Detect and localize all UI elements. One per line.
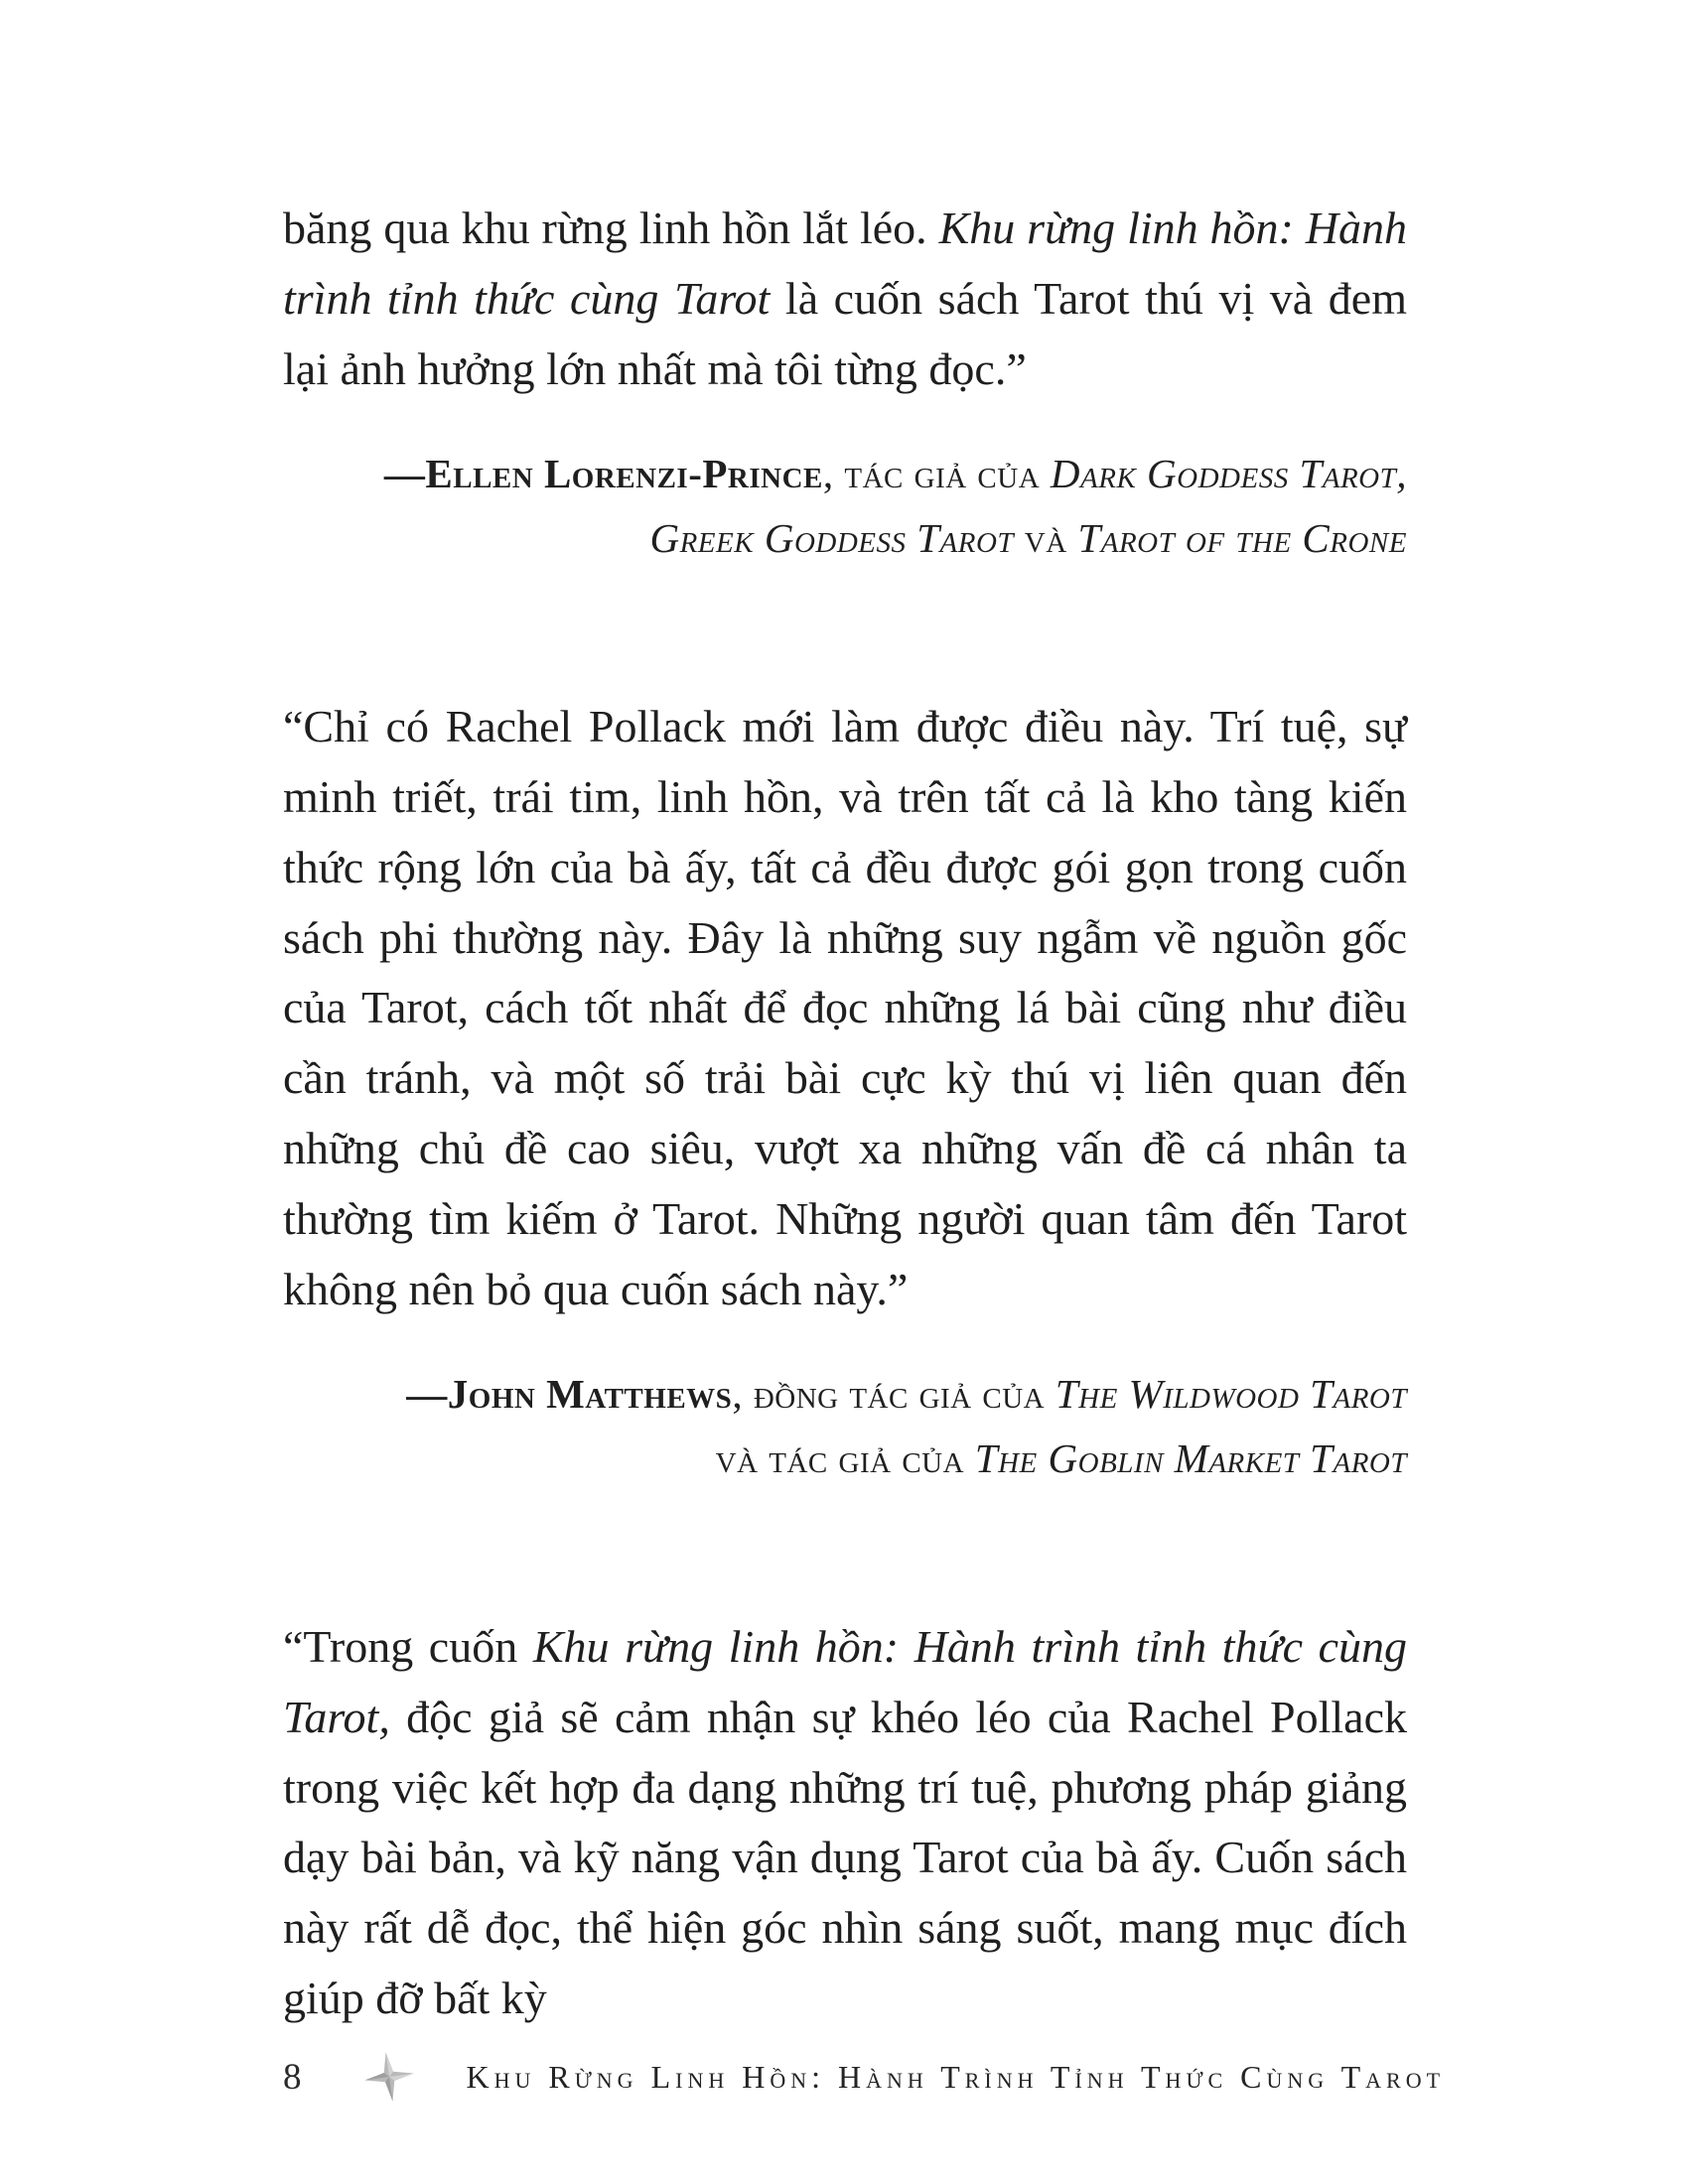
author-name: —John Matthews bbox=[406, 1371, 733, 1418]
quote-1-text: băng qua khu rừng linh hồn lắt léo. bbox=[283, 203, 939, 253]
quote-1-book-title: Khu rừng linh hồn: Hành trình tỉnh thức cùng Tarot bbox=[283, 203, 1407, 324]
running-title: Khu Rừng Linh Hồn: Hành Trình Tỉnh Thức Cùng Tarot bbox=[466, 2058, 1446, 2095]
work-title: The Wildwood Tarot bbox=[1055, 1371, 1407, 1418]
attribution-connector: và tác giả của bbox=[715, 1435, 975, 1482]
work-title: The Goblin Market Tarot bbox=[974, 1435, 1407, 1482]
attribution-line bbox=[283, 1427, 1407, 1491]
attribution-line bbox=[283, 442, 1407, 506]
quote-paragraph-1 bbox=[283, 194, 1407, 404]
quote-3-text: “Trong cuốn bbox=[283, 1621, 533, 1672]
attribution-ellen-lorenzi-prince bbox=[283, 442, 1407, 571]
page-number: 8 bbox=[283, 2056, 302, 2098]
star-icon bbox=[359, 2048, 418, 2107]
quote-3-book-title: Khu rừng linh hồn: Hành trình tỉnh thức cùng Tarot, bbox=[283, 1621, 1407, 1742]
author-name: —Ellen Lorenzi-Prince bbox=[383, 451, 823, 497]
page-footer bbox=[283, 2051, 1446, 2103]
quote-1-text-end: là cuốn sách Tarot thú vị và đem lại ảnh hưởng lớn nhất mà tôi từng đọc.” bbox=[283, 272, 1407, 394]
attribution-john-matthews bbox=[283, 1362, 1407, 1491]
work-title: Greek Goddess Tarot bbox=[649, 515, 1015, 562]
attribution-line bbox=[283, 506, 1407, 571]
attribution-connector: và bbox=[1014, 515, 1078, 562]
quote-3-text-end: độc giả sẽ cảm nhận sự khéo léo của Rachel Pollack trong việc kết hợp đa dạng những trí tuệ, phương pháp giảng dạy bài bản, và kỹ năng vận dụng Tarot của bà ấy. Cuốn sách này rất dễ đọc, thể hiện góc nhìn sáng suốt, mang mục đích giúp đỡ bất kỳ bbox=[283, 1691, 1407, 2024]
page-content bbox=[283, 194, 1407, 2034]
attribution-connector: , tác giả của bbox=[822, 451, 1051, 497]
work-title: Tarot of the Crone bbox=[1077, 515, 1407, 562]
quote-2-text: “Chỉ có Rachel Pollack mới làm được điều này. Trí tuệ, sự minh triết, trái tim, linh hồn, và trên tất cả là kho tàng kiến thức rộng lớn của bà ấy, tất cả đều được gói gọn trong cuốn sách phi thường này. Đây là những suy ngẫm về nguồn gốc của Tarot, cách tốt nhất để đọc những lá bài cũng như điều cần tránh, và một số trải bài cực kỳ thú vị liên quan đến những chủ đề cao siêu, vượt xa những vấn đề cá nhân ta thường tìm kiếm ở Tarot. Những người quan tâm đến Tarot không nên bỏ qua cuốn sách này.” bbox=[283, 701, 1407, 1314]
work-title: Dark Goddess Tarot, bbox=[1050, 451, 1407, 497]
quote-paragraph-3 bbox=[283, 1612, 1407, 2034]
attribution-line bbox=[283, 1362, 1407, 1427]
quote-paragraph-2 bbox=[283, 692, 1407, 1324]
attribution-connector: , đồng tác giả của bbox=[732, 1371, 1055, 1418]
